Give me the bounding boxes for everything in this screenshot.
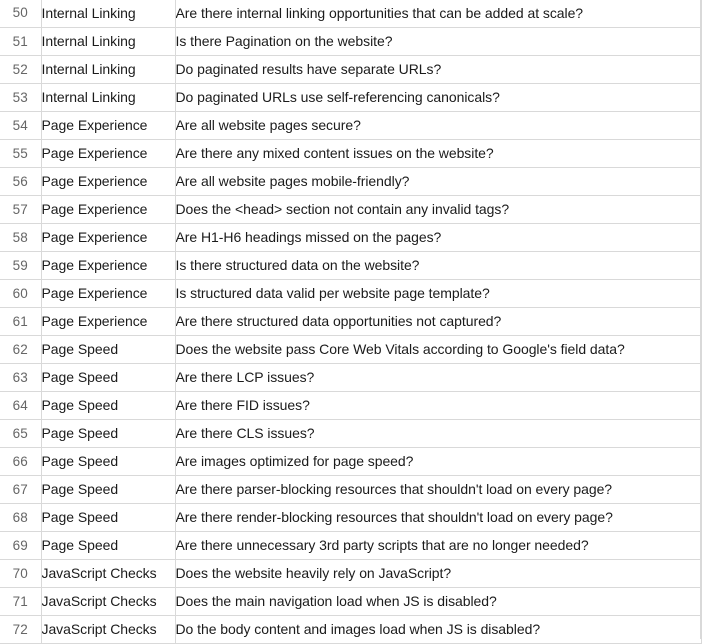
table-row[interactable] [0, 419, 701, 447]
cell-question[interactable]: Does the <head> section not contain any invalid tags? [175, 195, 701, 223]
table-row[interactable] [0, 0, 701, 27]
row-header-number[interactable]: 50 [0, 0, 41, 27]
table-row[interactable] [0, 167, 701, 195]
cell-question[interactable]: Are images optimized for page speed? [175, 447, 701, 475]
table-row[interactable] [0, 139, 701, 167]
cell-category[interactable]: Page Speed [41, 475, 175, 503]
cell-category[interactable]: Page Speed [41, 531, 175, 559]
cell-question[interactable]: Are all website pages secure? [175, 111, 701, 139]
cell-category[interactable]: Internal Linking [41, 55, 175, 83]
cell-question[interactable]: Is structured data valid per website page template? [175, 279, 701, 307]
row-header-number[interactable]: 52 [0, 55, 41, 83]
row-header-number[interactable]: 68 [0, 503, 41, 531]
cell-category[interactable]: JavaScript Checks [41, 587, 175, 615]
table-row[interactable] [0, 195, 701, 223]
table-row[interactable] [0, 27, 701, 55]
table-row[interactable] [0, 615, 701, 643]
row-header-number[interactable]: 56 [0, 167, 41, 195]
cell-category[interactable]: Page Speed [41, 335, 175, 363]
cell-category[interactable]: Page Speed [41, 391, 175, 419]
row-header-number[interactable]: 57 [0, 195, 41, 223]
cell-question[interactable]: Are there render-blocking resources that shouldn't load on every page? [175, 503, 701, 531]
cell-category[interactable]: Internal Linking [41, 0, 175, 27]
table-row[interactable] [0, 391, 701, 419]
row-header-number[interactable]: 59 [0, 251, 41, 279]
cell-question[interactable]: Are all website pages mobile-friendly? [175, 167, 701, 195]
cell-question[interactable]: Are H1-H6 headings missed on the pages? [175, 223, 701, 251]
row-header-number[interactable]: 63 [0, 363, 41, 391]
cell-category[interactable]: Page Speed [41, 419, 175, 447]
row-header-number[interactable]: 54 [0, 111, 41, 139]
cell-question[interactable]: Does the website pass Core Web Vitals according to Google's field data? [175, 335, 701, 363]
cell-question[interactable]: Do the body content and images load when JS is disabled? [175, 615, 701, 643]
cell-category[interactable]: Page Experience [41, 195, 175, 223]
cell-question[interactable]: Does the website heavily rely on JavaScript? [175, 559, 701, 587]
row-header-number[interactable]: 61 [0, 307, 41, 335]
table-row[interactable] [0, 307, 701, 335]
cell-question[interactable]: Are there unnecessary 3rd party scripts that are no longer needed? [175, 531, 701, 559]
row-header-number[interactable]: 71 [0, 587, 41, 615]
row-header-number[interactable]: 72 [0, 615, 41, 643]
cell-question[interactable]: Is there Pagination on the website? [175, 27, 701, 55]
row-header-number[interactable]: 60 [0, 279, 41, 307]
row-header-number[interactable]: 65 [0, 419, 41, 447]
table-row[interactable] [0, 111, 701, 139]
cell-question[interactable]: Are there parser-blocking resources that shouldn't load on every page? [175, 475, 701, 503]
cell-category[interactable]: JavaScript Checks [41, 559, 175, 587]
cell-category[interactable]: JavaScript Checks [41, 615, 175, 643]
row-header-number[interactable]: 67 [0, 475, 41, 503]
row-header-number[interactable]: 53 [0, 83, 41, 111]
cell-category[interactable]: Page Experience [41, 223, 175, 251]
table-row[interactable] [0, 503, 701, 531]
cell-category[interactable]: Page Experience [41, 139, 175, 167]
row-header-number[interactable]: 51 [0, 27, 41, 55]
cell-question[interactable]: Are there CLS issues? [175, 419, 701, 447]
cell-category[interactable]: Page Speed [41, 447, 175, 475]
cell-question[interactable]: Is there structured data on the website? [175, 251, 701, 279]
cell-category[interactable]: Internal Linking [41, 83, 175, 111]
table-row[interactable] [0, 475, 701, 503]
table-row[interactable] [0, 447, 701, 475]
cell-category[interactable]: Page Experience [41, 279, 175, 307]
table-row[interactable] [0, 363, 701, 391]
table-row[interactable] [0, 223, 701, 251]
cell-question[interactable]: Do paginated URLs use self-referencing canonicals? [175, 83, 701, 111]
cell-question[interactable]: Are there LCP issues? [175, 363, 701, 391]
row-header-number[interactable]: 64 [0, 391, 41, 419]
table-row[interactable] [0, 55, 701, 83]
table-row[interactable] [0, 251, 701, 279]
row-header-number[interactable]: 58 [0, 223, 41, 251]
cell-category[interactable]: Page Experience [41, 167, 175, 195]
cell-category[interactable]: Page Speed [41, 503, 175, 531]
table-row[interactable] [0, 559, 701, 587]
cell-category[interactable]: Page Experience [41, 111, 175, 139]
row-header-number[interactable]: 66 [0, 447, 41, 475]
cell-question[interactable]: Are there FID issues? [175, 391, 701, 419]
cell-question[interactable]: Are there structured data opportunities not captured? [175, 307, 701, 335]
cell-question[interactable]: Are there any mixed content issues on the website? [175, 139, 701, 167]
table-row[interactable] [0, 587, 701, 615]
cell-question[interactable]: Do paginated results have separate URLs? [175, 55, 701, 83]
table-row[interactable] [0, 531, 701, 559]
cell-category[interactable]: Page Experience [41, 251, 175, 279]
row-header-number[interactable]: 55 [0, 139, 41, 167]
cell-category[interactable]: Page Experience [41, 307, 175, 335]
cell-category[interactable]: Page Speed [41, 363, 175, 391]
row-header-number[interactable]: 62 [0, 335, 41, 363]
cell-question[interactable]: Are there internal linking opportunities that can be added at scale? [175, 0, 701, 27]
table-row[interactable] [0, 279, 701, 307]
row-header-number[interactable]: 69 [0, 531, 41, 559]
cell-question[interactable]: Does the main navigation load when JS is disabled? [175, 587, 701, 615]
table-row[interactable] [0, 83, 701, 111]
row-header-number[interactable]: 70 [0, 559, 41, 587]
cell-category[interactable]: Internal Linking [41, 27, 175, 55]
table-row[interactable] [0, 335, 701, 363]
